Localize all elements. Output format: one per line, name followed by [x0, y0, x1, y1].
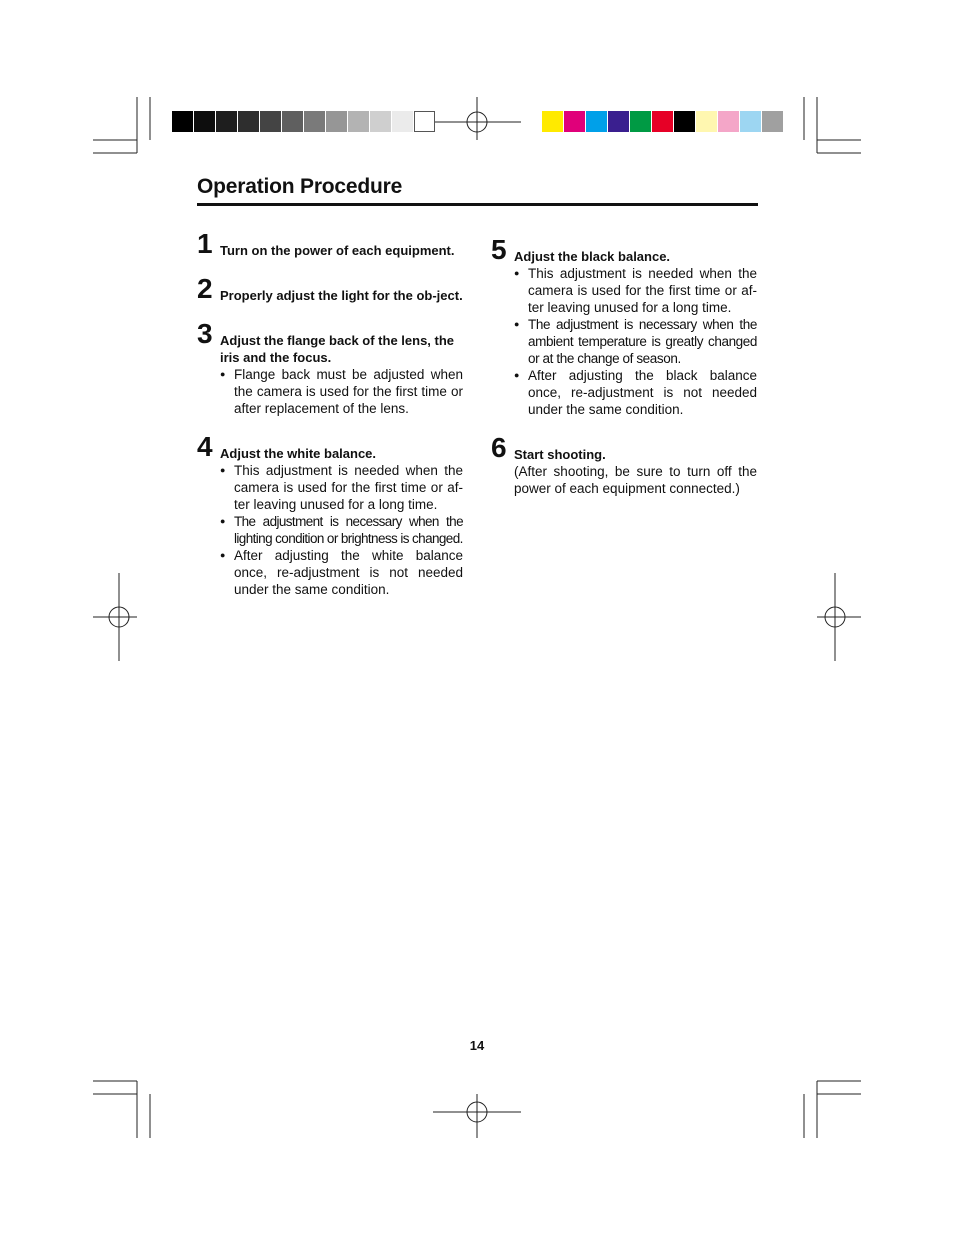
color-swatch — [282, 111, 303, 132]
step-number: 1 — [197, 228, 213, 259]
right-column — [491, 234, 771, 497]
registration-target-bottom — [433, 1094, 521, 1138]
color-swatch — [326, 111, 347, 132]
color-swatch — [304, 111, 325, 132]
bullet-item: ● After adjusting the black balance once, re-adjustment is not needed under the same condition. — [514, 367, 757, 418]
bullet-item: ● The adjustment is necessary when the lighting condition or brightness is changed. — [220, 513, 463, 547]
step-2 — [197, 273, 477, 304]
title-rule — [197, 203, 758, 206]
registration-target-right — [817, 573, 861, 661]
color-swatch — [194, 111, 215, 132]
step-title: Adjust the flange back of the lens, the iris and the focus. — [220, 333, 455, 365]
color-calibration-bar — [542, 111, 784, 132]
step-title: Adjust the white balance. — [220, 446, 377, 461]
registration-target-top — [433, 97, 521, 140]
step-1 — [197, 228, 477, 259]
step-3 — [197, 318, 477, 417]
color-swatch — [238, 111, 259, 132]
bullet-list — [220, 366, 463, 417]
color-swatch — [608, 111, 629, 132]
color-swatch — [674, 111, 695, 132]
color-swatch — [630, 111, 651, 132]
color-swatch — [370, 111, 391, 132]
bullet-list — [514, 265, 757, 418]
step-number: 6 — [491, 432, 507, 463]
bullet-item: ● Flange back must be adjusted when the camera is used for the first time or after replacement of the lens. — [220, 366, 463, 417]
step-title: Start shooting. — [514, 447, 606, 462]
step-number: 3 — [197, 318, 213, 349]
crop-mark-top-left — [93, 97, 150, 153]
color-swatch — [740, 111, 761, 132]
left-column — [197, 228, 477, 598]
bullet-item: ● After adjusting the white balance once, re-adjustment is not needed under the same condition. — [220, 547, 463, 598]
step-4 — [197, 431, 477, 598]
crop-mark-top-right — [804, 97, 861, 153]
step-number: 5 — [491, 234, 507, 265]
crop-mark-bottom-right — [804, 1081, 861, 1138]
step-5 — [491, 234, 771, 418]
color-swatch — [348, 111, 369, 132]
color-swatch — [260, 111, 281, 132]
step-6 — [491, 432, 771, 497]
step-note: (After shooting, be sure to turn off the power of each equipment connected.) — [514, 464, 757, 496]
grayscale-calibration-bar — [172, 111, 436, 132]
bullet-item: ● This adjustment is needed when the camera is used for the first time or af-ter leaving unused for a long time. — [220, 462, 463, 513]
color-swatch — [696, 111, 717, 132]
color-swatch — [762, 111, 783, 132]
color-swatch — [652, 111, 673, 132]
color-swatch — [172, 111, 193, 132]
color-swatch — [216, 111, 237, 132]
step-title: Properly adjust the light for the ob-ject. — [220, 288, 463, 303]
bullet-list — [220, 462, 463, 598]
crop-mark-bottom-left — [93, 1081, 150, 1138]
color-swatch — [718, 111, 739, 132]
color-swatch — [564, 111, 585, 132]
registration-target-left — [93, 573, 137, 661]
step-title: Adjust the black balance. — [514, 249, 671, 264]
color-swatch — [542, 111, 563, 132]
page-title: Operation Procedure — [197, 175, 403, 198]
color-swatch — [392, 111, 413, 132]
step-number: 4 — [197, 431, 213, 462]
color-swatch — [414, 111, 435, 132]
bullet-item: ● The adjustment is necessary when the ambient temperature is greatly changed or at the change of season. — [514, 316, 757, 367]
step-number: 2 — [197, 273, 213, 304]
page-number: 14 — [469, 1038, 485, 1053]
step-title: Turn on the power of each equipment. — [220, 243, 455, 258]
color-swatch — [586, 111, 607, 132]
bullet-item: ● This adjustment is needed when the camera is used for the first time or af-ter leaving unused for a long time. — [514, 265, 757, 316]
